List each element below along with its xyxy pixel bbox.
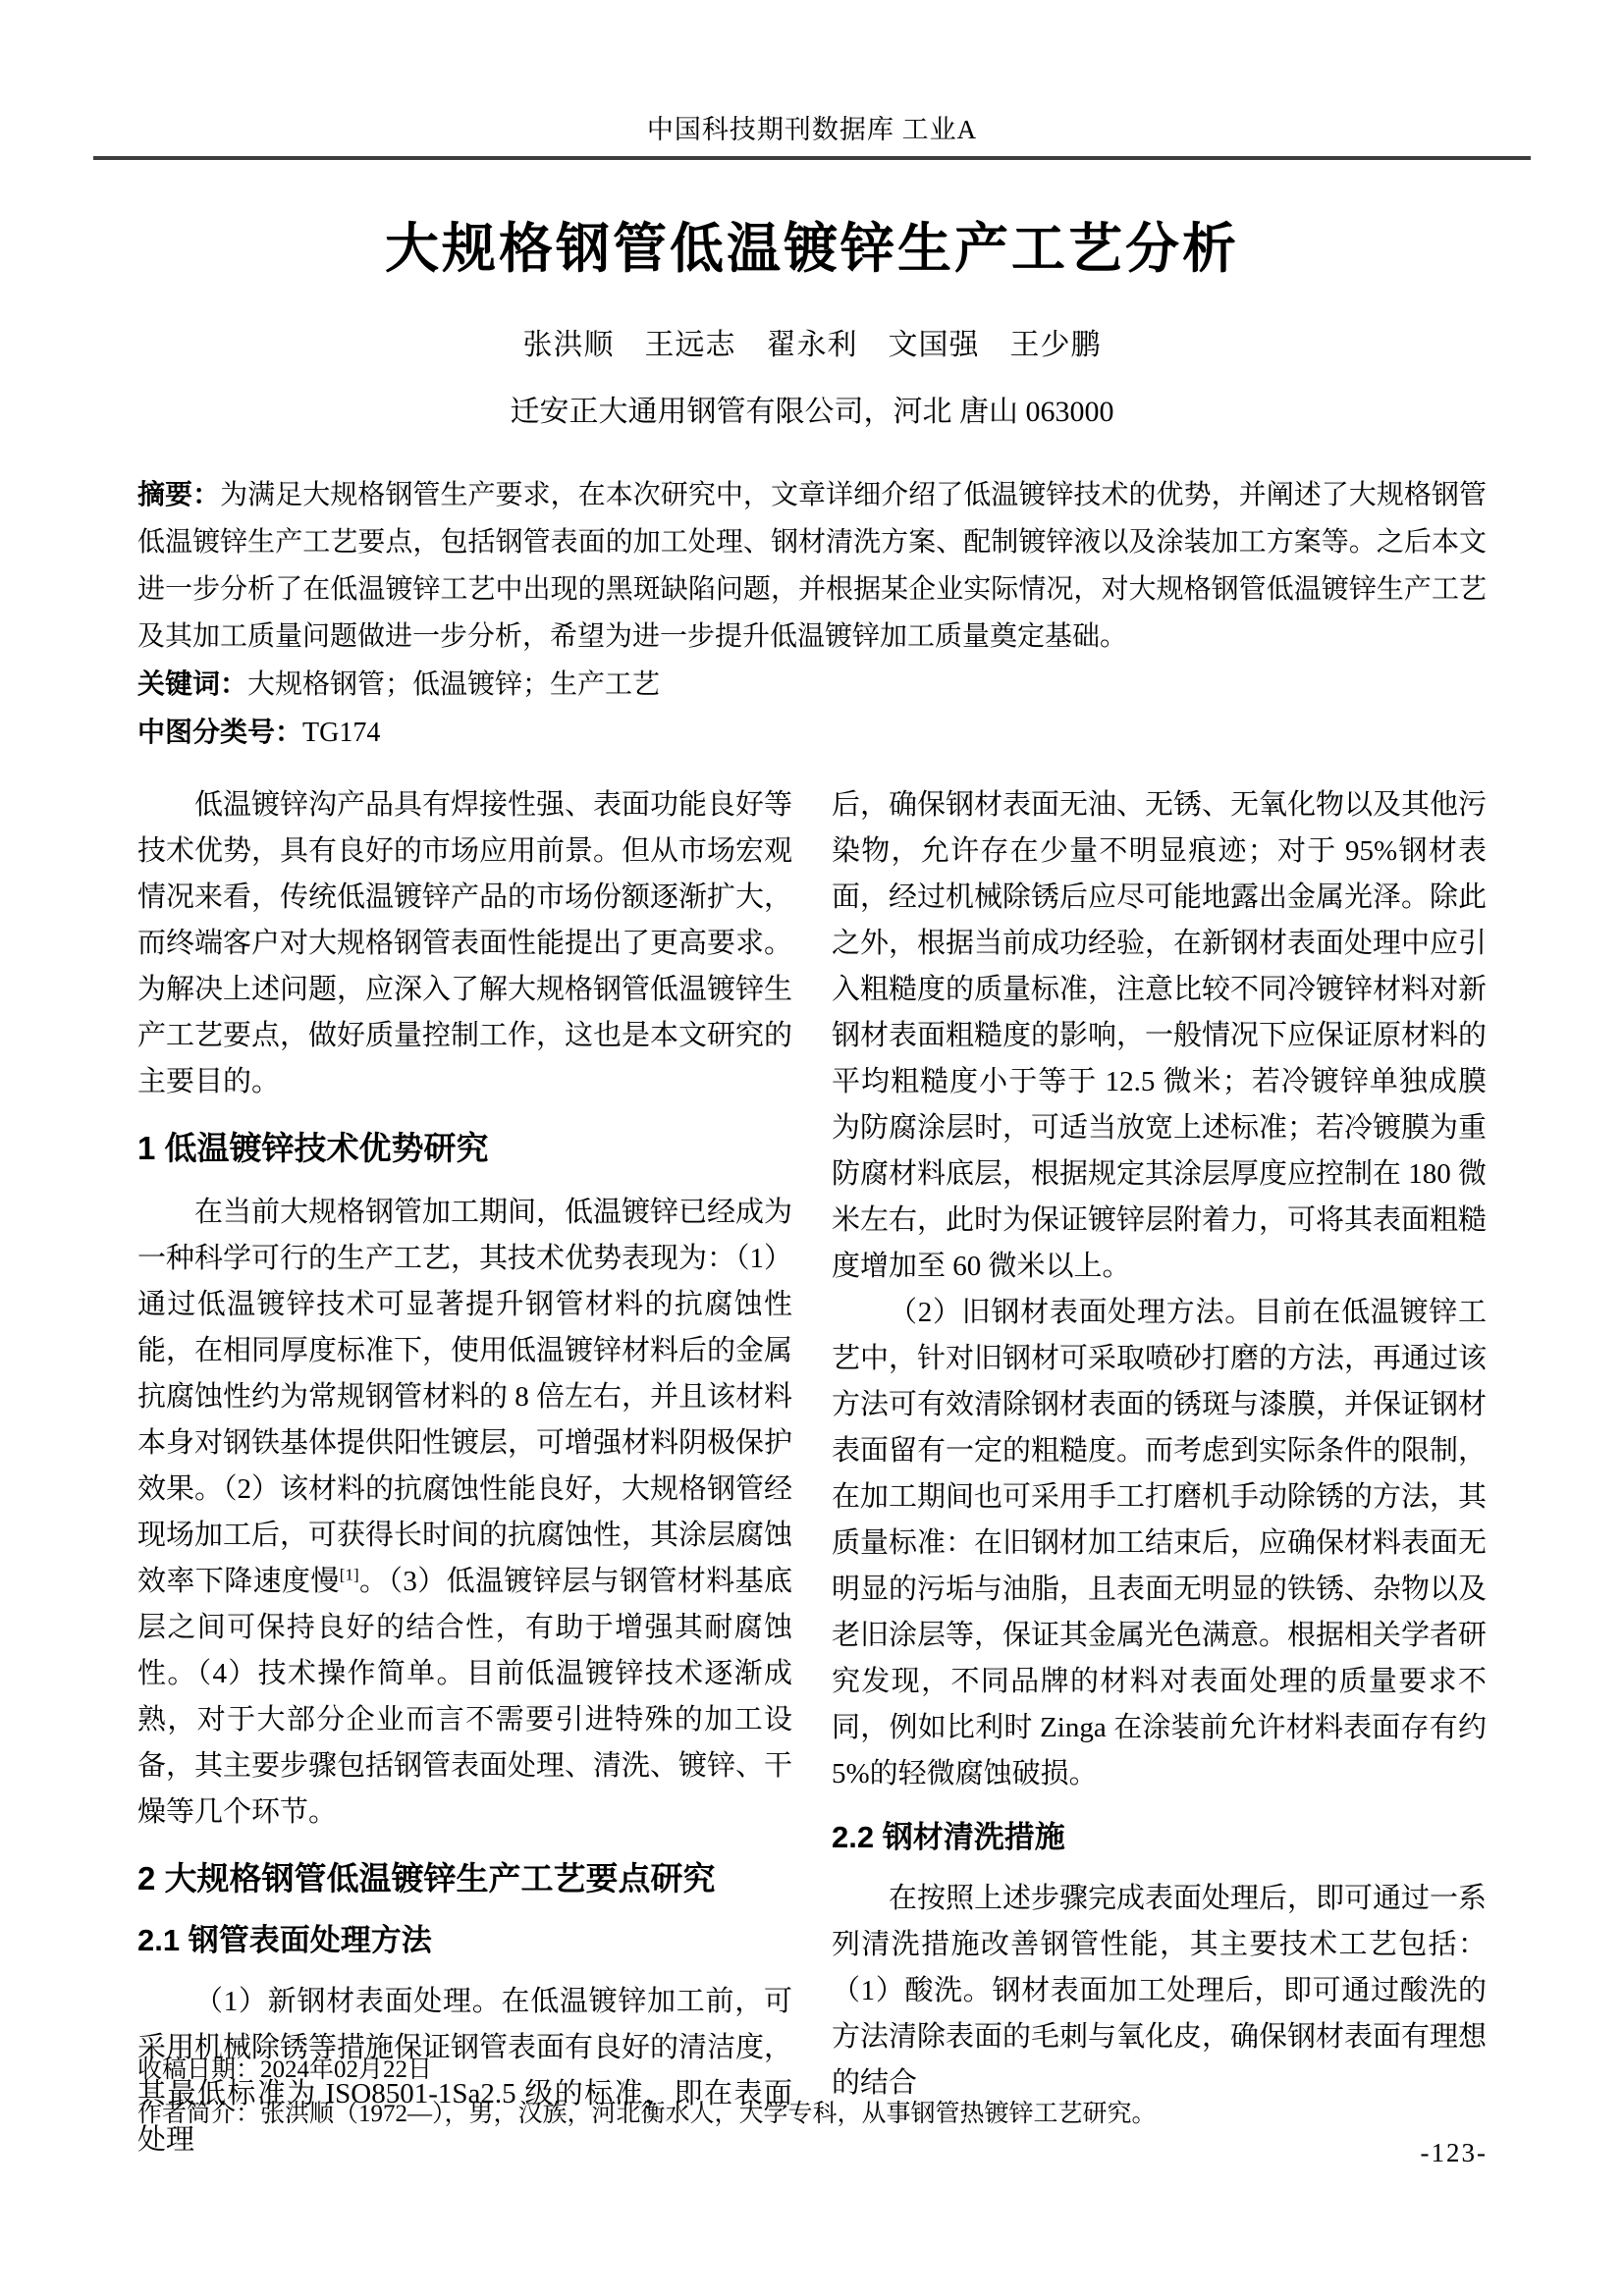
section-1-heading: 1 低温镀锌技术优势研究	[137, 1130, 489, 1166]
keywords	[137, 661, 1487, 709]
section-2-heading: 2 大规格钢管低温镀锌生产工艺要点研究	[137, 1860, 716, 1896]
body-columns	[137, 782, 1487, 2163]
section-2-2-heading: 2.2 钢材清洗措施	[832, 1820, 1065, 1854]
section-1-paragraph-part2: 。（3）低温镀锌层与钢管材料基底层之间可保持良好的结合性，有助于增强其耐腐蚀性。（4）技术操作简单。目前低温镀锌技术逐渐成熟，对于大部分企业而言不需要引进特殊的加工设备，其主要步骤包括钢管表面处理、清洗、镀锌、干燥等几个环节。	[137, 1566, 793, 1828]
classification-label: 中图分类号：	[137, 717, 303, 747]
keywords-label: 关键词：	[137, 668, 248, 699]
classification	[137, 709, 1487, 757]
footer	[137, 2048, 1157, 2136]
received-date: 收稿日期：2024年02月22日	[137, 2056, 433, 2083]
right-column	[832, 782, 1487, 2163]
header-rule	[93, 156, 1531, 160]
abstract	[137, 471, 1487, 661]
affiliation: 迁安正大通用钢管有限公司，河北 唐山 063000	[510, 396, 1114, 428]
section-2-1-paragraph: （1）新钢材表面处理。在低温镀锌加工前，可采用机械除锈等措施保证钢管表面有良好的清洁度，其最低标准为 ISO8501-1Sa2.5 级的标准，即在表面处理	[137, 1986, 793, 2156]
authors: 张洪顺 王远志 翟永利 文国强 王少鹏	[522, 329, 1102, 361]
classification-text: TG174	[302, 718, 381, 748]
abstract-label: 摘要：	[137, 479, 221, 509]
intro-paragraph: 低温镀锌沟产品具有焊接性强、表面功能良好等技术优势，具有良好的市场应用前景。但从市场宏观情况来看，传统低温镀锌产品的市场份额逐渐扩大，而终端客户对大规格钢管表面性能提出了更高要求。为解决上述问题，应深入了解大规格钢管低温镀锌生产工艺要点，做好质量控制工作，这也是本文研究的主要目的。	[137, 789, 793, 1097]
section-2-1-heading: 2.1 钢管表面处理方法	[137, 1923, 432, 1957]
abstract-text: 为满足大规格钢管生产要求，在本次研究中，文章详细介绍了低温镀锌技术的优势，并阐述了大规格钢管低温镀锌生产工艺要点，包括钢管表面的加工处理、钢材清洗方案、配制镀锌液以及涂装加工方案等。之后本文进一步分析了在低温镀锌工艺中出现的黑斑缺陷问题，并根据某企业实际情况，对大规格钢管低温镀锌生产工艺及其加工质量问题做进一步分析，希望为进一步提升低温镀锌加工质量奠定基础。	[137, 480, 1487, 652]
old-steel-paragraph: （2）旧钢材表面处理方法。目前在低温镀锌工艺中，针对旧钢材可采取喷砂打磨的方法，再通过该方法可有效清除钢材表面的锈斑与漆膜，并保证钢材表面留有一定的粗糙度。而考虑到实际条件的限制，在加工期间也可采用手工打磨机手动除锈的方法，其质量标准：在旧钢材加工结束后，应确保材料表面无明显的污垢与油脂，且表面无明显的铁锈、杂物以及老旧涂层等，保证其金属光色满意。根据相关学者研究发现，不同品牌的材料对表面处理的质量要求不同，例如比利时 Zinga 在涂装前允许材料表面存有约 5%的轻微腐蚀破损。	[832, 1297, 1488, 1789]
author-bio: 作者简介：张洪顺（1972—），男，汉族，河北衡水人，大学专科，从事钢管热镀锌工艺研究。	[137, 2101, 1157, 2127]
page-number: -123-	[1420, 2138, 1488, 2167]
journal-header: 中国科技期刊数据库 工业A	[646, 115, 978, 144]
section-2-2-paragraph: 在按照上述步骤完成表面处理后，即可通过一系列清洗措施改善钢管性能，其主要技术工艺包括：（1）酸洗。钢材表面加工处理后，即可通过酸洗的方法清除表面的毛刺与氧化皮，确保钢材表面有理想的结合	[832, 1883, 1488, 2099]
left-column	[137, 782, 792, 2163]
section-1-paragraph-part1: 在当前大规格钢管加工期间，低温镀锌已经成为一种科学可行的生产工艺，其技术优势表现为：（1）通过低温镀锌技术可显著提升钢管材料的抗腐蚀性能，在相同厚度标准下，使用低温镀锌材料后的金属抗腐蚀性约为常规钢管材料的 8 倍左右，并且该材料本身对钢铁基体提供阳性镀层，可增强材料阴极保护效果。（2）该材料的抗腐蚀性能良好，大规格钢管经现场加工后，可获得长时间的抗腐蚀性，其涂层腐蚀效率下降速度慢	[137, 1197, 793, 1597]
section-1-paragraph	[137, 1190, 792, 1836]
page-title: 大规格钢管低温镀锌生产工艺分析	[384, 219, 1239, 279]
citation-ref-1: [1]	[339, 1565, 359, 1584]
continuation-paragraph: 后，确保钢材表面无油、无锈、无氧化物以及其他污染物，允许存在少量不明显痕迹；对于 95%钢材表面，经过机械除锈后应尽可能地露出金属光泽。除此之外，根据当前成功经验，在新钢材表面处理中应引入粗糙度的质量标准，注意比较不同冷镀锌材料对新钢材表面粗糙度的影响，一般情况下应保证原材料的平均粗糙度小于等于 12.5 微米；若冷镀锌单独成膜为防腐涂层时，可适当放宽上述标准；若冷镀膜为重防腐材料底层，根据规定其涂层厚度应控制在 180 微米左右，此时为保证镀锌层附着力，可将其表面粗糙度增加至 60 微米以上。	[832, 789, 1488, 1282]
front-matter	[137, 205, 1487, 757]
keywords-text: 大规格钢管；低温镀锌；生产工艺	[247, 669, 661, 700]
